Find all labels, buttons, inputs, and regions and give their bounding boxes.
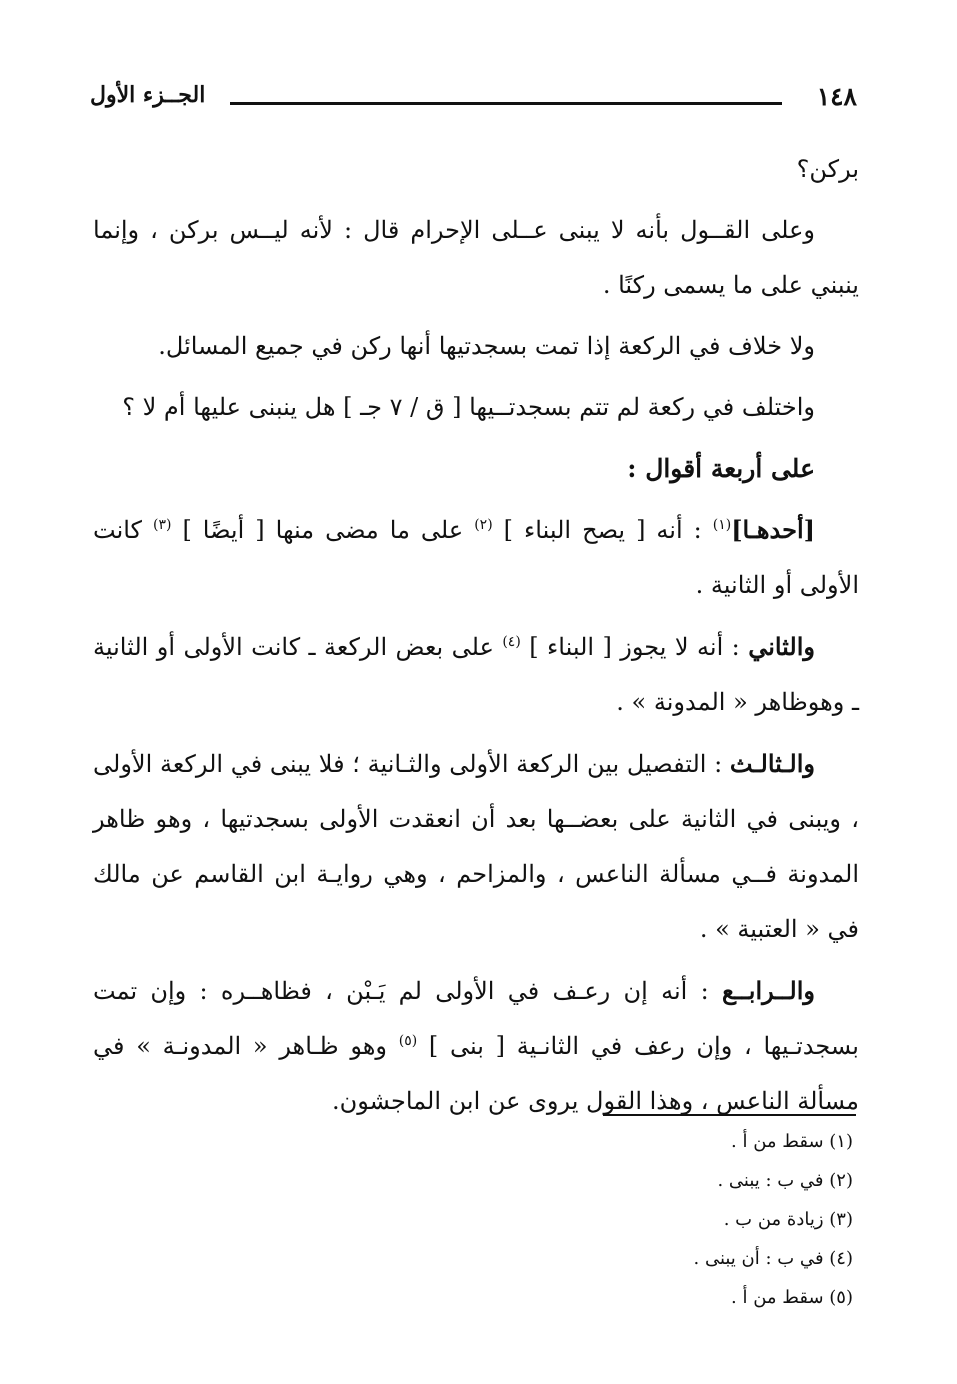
footnote-ref-1[interactable]: (١) [712, 517, 732, 533]
opinion-3-text: : التفصيل بين الركعة الأولى والثـانية ؛ فلا يبنى في الركعة الأولى ، ويبنى في الثانية على بعضــها بعد أن انعقدت الأولى بسجدتيها ، وهو ظاهر المدونة فــي مسألة الناعس ، والمزاحم ، وهي روايـة ابن القاسم عن مالك في « العتبية » . [93, 750, 859, 943]
footnote-ref-4[interactable]: (٤) [502, 634, 521, 650]
opinion-1-text-c: كانت الأولى أو الثانية . [93, 516, 859, 599]
paragraph-1: وعلى القــول بأنه لا يبنى عــلى الإحرام قال : لأنه ليــس بركن ، وإنما ينبني على ما يسمى ركنًا . [93, 216, 859, 299]
opinion-1-text-b: على ما مضى منها [ أيضًا ] [171, 516, 475, 544]
footnotes [453, 1122, 853, 1317]
paragraph-3: واختلف في ركعة لم تتم بسجدتــيها [ ق / ٧ جـ ] هل ينبنى عليها أم لا ؟ [122, 393, 815, 421]
main-text [93, 142, 859, 1135]
page-header [90, 82, 857, 122]
footnote-3: (٣) زيادة من ب . [723, 1209, 853, 1230]
section-heading: على أربعة أقوال : [627, 454, 815, 483]
footnote-1: (١) سقط من أ . [731, 1131, 853, 1152]
opinion-4-label: والــرابــع [721, 976, 815, 1005]
footnote-2: (٢) في ب : يبنى . [717, 1170, 853, 1191]
opinion-4 [93, 963, 859, 1129]
paragraph-continuation: بركن؟ [796, 155, 859, 183]
footnote-ref-5[interactable]: (٥) [398, 1033, 418, 1049]
footnote-rule [603, 1114, 856, 1116]
opinion-2-text-b: على بعض الركعة ـ كانت الأولى أو الثانية ـ وهوظاهر « المدونة » . [93, 633, 859, 716]
opinion-2 [93, 619, 859, 730]
page-number: ١٤٨ [816, 82, 857, 111]
footnote-4: (٤) في ب : أن يبنى . [693, 1248, 853, 1269]
running-title: الجــزء الأول [90, 82, 206, 108]
opinion-3 [93, 736, 859, 957]
header-rule [230, 102, 782, 105]
footnote-5: (٥) سقط من أ . [731, 1287, 853, 1308]
opinion-2-text-a: : أنه لا يجوز [ البناء ] [520, 633, 749, 661]
footnote-ref-2[interactable]: (٢) [474, 517, 493, 533]
opinion-3-label: والـثالـث [729, 749, 815, 778]
opinion-4-text-b: وهو ظـاهر « المدونـة » في مسألة الناعس ، وهذا القول يروى عن ابن الماجشون. [93, 1032, 859, 1115]
opinion-2-label: والثاني [748, 632, 815, 661]
opinion-1-label: [أحدهـا] [731, 515, 815, 544]
opinion-1-text-a: : أنه [ يصح البناء ] [492, 516, 713, 544]
opinion-4-text-a: : أنه إن رعـف في الأولى لم يَـبْن ، فظاهــره : وإن تمت بسجدتـيها ، وإن رعف في الثانـية [ بنى ] [93, 977, 859, 1060]
opinion-1 [93, 502, 859, 613]
paragraph-2: ولا خلاف في الركعة إذا تمت بسجدتيها أنها ركن في جميع المسائل. [158, 332, 815, 360]
footnote-ref-3[interactable]: (٣) [152, 517, 172, 533]
